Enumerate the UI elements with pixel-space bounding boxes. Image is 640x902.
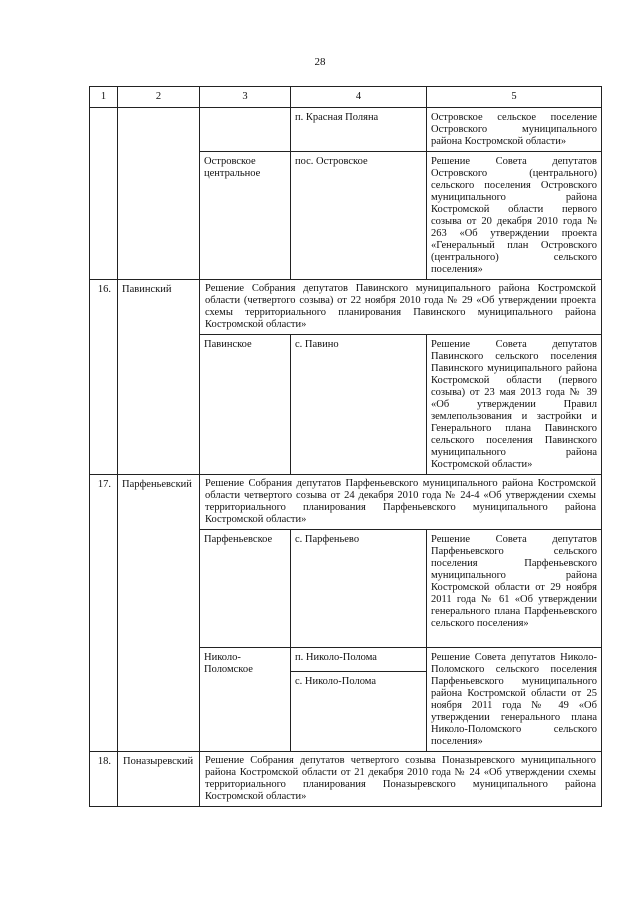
document-cell: Островское сельское поселение Островского муниципального района Костромской области» [427, 108, 602, 152]
district-document-cell: Решение Собрания депутатов четвертого созыва Поназыревского муниципального района Костромской области от 21 декабря 2010 года № 24 «Об утверждении схемы территориального планирования Поназыревского муниципального района Костромской области» [200, 752, 602, 807]
settlement-cell: Островское центральное [200, 152, 291, 280]
table-row [90, 280, 602, 335]
document-cell: Решение Совета депутатов Николо-Поломского сельского поселения Парфеньевского муниципального района Костромской области от 25 ноября 2011 года № 49 «Об утверждении генерального плана Николо-Поломского сельского поселения» [427, 648, 602, 752]
locality-cell: п. Красная Поляна [291, 108, 427, 152]
row-number-cell: 16. [90, 280, 118, 475]
column-number-1: 1 [90, 87, 118, 108]
settlement-cell: Парфеньевское [200, 530, 291, 648]
district-document-cell: Решение Собрания депутатов Павинского муниципального района Костромской области (четвертого созыва) от 22 ноября 2010 года № 29 «Об утверждении проекта схемы территориального планирования Павинского муниципального района Костромской области» [200, 280, 602, 335]
column-number-4: 4 [291, 87, 427, 108]
row-number-cell: 17. [90, 475, 118, 752]
district-cell: Парфеньевский [118, 475, 200, 752]
page-number: 28 [314, 56, 326, 68]
district-cell: Поназыревский [118, 752, 200, 807]
locality-cell: с. Павино [291, 335, 427, 475]
district-document-cell: Решение Собрания депутатов Парфеньевского муниципального района Костромской области четвертого созыва от 24 декабря 2010 года № 24-4 «Об утверждении схемы территориального планирования Парфеньевского муниципального района Костромской области» [200, 475, 602, 530]
column-number-2: 2 [118, 87, 200, 108]
settlement-cell: Павинское [200, 335, 291, 475]
table-row [90, 752, 602, 807]
planning-documents-table [89, 86, 602, 807]
document-cell: Решение Совета депутатов Парфеньевского сельского поселения Парфеньевского муниципального района Костромской области от 29 ноября 2011 года № 61 «Об утверждении генерального плана Парфеньевского сельского поселения» [427, 530, 602, 648]
document-cell: Решение Совета депутатов Островского (центрального) сельского поселения Островского муниципального района Костромской области первого созыва от 20 декабря 2010 года № 263 «Об утверждении проекта «Генеральный план Островского (центрального) сельского поселения» [427, 152, 602, 280]
column-number-3: 3 [200, 87, 291, 108]
table-row [90, 108, 602, 152]
column-number-5: 5 [427, 87, 602, 108]
locality-cell: пос. Островское [291, 152, 427, 280]
locality-cell: п. Николо-Полома [291, 648, 427, 672]
document-cell: Решение Совета депутатов Павинского сельского поселения Павинского муниципального района Костромской области (первого созыва) от 23 мая 2013 года № 39 «Об утверждении Правил землепользования и застройки и Генерального плана Павинского сельского поселения Павинского муниципального района Костромской области» [427, 335, 602, 475]
locality-cell: с. Парфеньево [291, 530, 427, 648]
settlement-cell: Николо-Поломское [200, 648, 291, 752]
column-number-row [90, 87, 602, 108]
district-cell [118, 108, 200, 280]
district-cell: Павинский [118, 280, 200, 475]
row-number-cell [90, 108, 118, 280]
settlement-cell [200, 108, 291, 152]
row-number-cell: 18. [90, 752, 118, 807]
table-row [90, 475, 602, 530]
locality-cell: с. Николо-Полома [291, 671, 427, 751]
